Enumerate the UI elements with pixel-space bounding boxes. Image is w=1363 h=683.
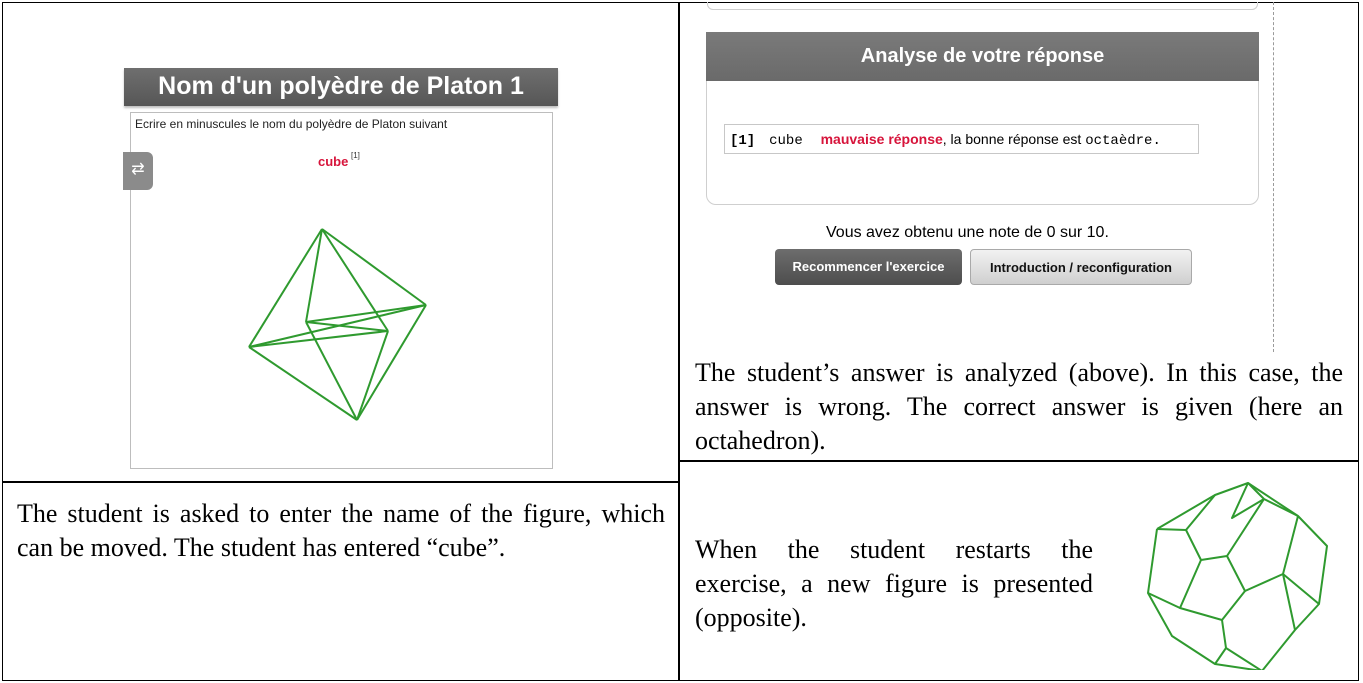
left-caption: The student is asked to enter the name of the figure, which can be moved. The student has entered “cube”. [17,499,665,562]
swap-tab-button[interactable] [123,152,153,190]
answer-analysis-row [724,124,1199,154]
restart-exercise-button[interactable]: Recommencer l'exercice [775,249,962,285]
left-row-divider [2,481,679,483]
dodecahedron-edge [1180,560,1245,620]
entered-answer: cube [318,154,349,169]
page-edge-line [1273,2,1274,352]
octahedron-figure[interactable] [240,222,440,427]
answer-footnote: [1] [351,151,360,160]
analysis-title: Analyse de votre réponse [706,32,1259,81]
dodecahedron-edge [1222,620,1262,670]
swap-arrows-icon: ⇄ [131,161,145,178]
octahedron-edge [357,305,426,420]
right-row-divider [679,460,1359,462]
score-text: Vous avez obtenu une note de 0 sur 10. [826,224,1109,241]
right-bottom-caption: When the student restarts the exercise, a new figure is presented (opposite). [695,535,1093,632]
octahedron-edge [249,347,357,420]
octahedron-edge [322,229,426,305]
dodecahedron-edge [1232,483,1264,518]
right-top-caption: The student’s answer is analyzed (above). In this case, the answer is wrong. The correct answer is given (here an octahedron). [695,358,1343,455]
dodecahedron-edge [1227,516,1298,591]
previous-panel-edge [707,2,1258,10]
column-divider [678,2,680,681]
correct-answer: octaèdre [1085,133,1153,149]
correct-answer-prefix: , la bonne réponse est [942,131,1082,147]
dodecahedron-edge [1215,648,1226,664]
exercise-instruction: Ecrire en minuscules le nom du polyèdre de Platon suivant [135,117,448,131]
correct-answer-suffix: . [1152,133,1161,149]
wrong-answer-verdict: mauvaise réponse [820,131,943,147]
exercise-title: Nom d'un polyèdre de Platon 1 [124,68,558,106]
dodecahedron-figure[interactable] [1138,480,1338,670]
dodecahedron-edge [1186,499,1264,560]
student-answer: cube [769,133,803,149]
intro-reconfiguration-button[interactable]: Introduction / reconfiguration [970,249,1192,285]
answer-index: [1] [730,133,756,149]
